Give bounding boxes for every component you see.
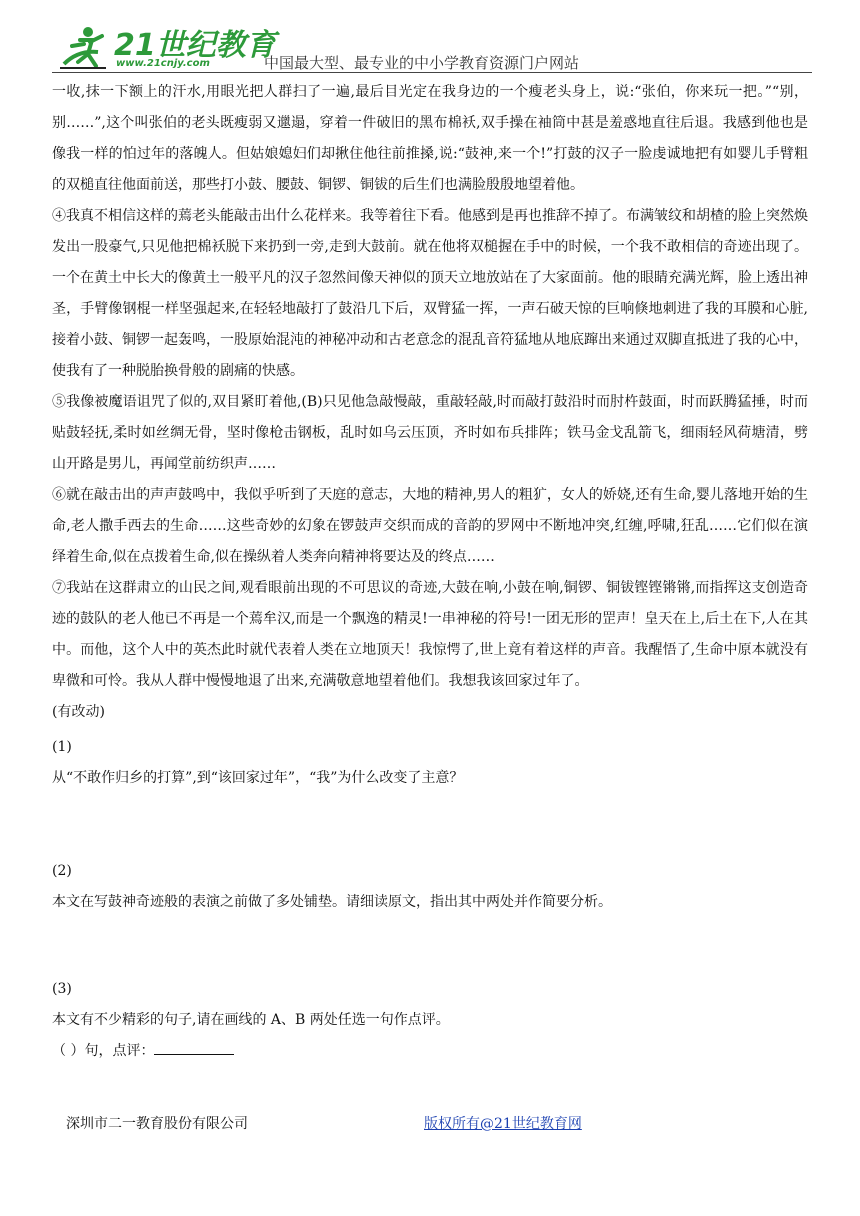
paragraph-5: ⑤我像被魔语诅咒了似的,双目紧盯着他,(B)只见他急敲慢敲，重敲轻敲,时而敲打鼓沿时而肘杵鼓面，时而跃腾猛捶，时而贴鼓轻抚,柔时如丝绸无骨，坚时像枪击钢板，乱时如乌云压顶，齐时如布兵排阵；铁马金戈乱箭飞，细雨轻风荷塘清，劈山开路是男儿，再闻堂前纺织声…… <box>52 394 808 472</box>
article-body <box>52 77 808 1067</box>
paragraph-6: ⑥就在敲击出的声声鼓鸣中，我似乎听到了天庭的意志，大地的精神,男人的粗犷，女人的娇娆,还有生命,婴儿落地开始的生命,老人撒手西去的生命……这些奇妙的幻象在锣鼓声交织而成的音韵的罗网中不断地冲突,红缠,呼啸,狂乱……它们似在演绎着生命,似在点拨着生命,似在操纵着人类奔向精神将要达及的终点…… <box>52 487 808 565</box>
header-divider <box>52 72 812 73</box>
site-logo[interactable] <box>52 18 276 74</box>
answer-space-2[interactable] <box>52 918 808 974</box>
answer-prompt-line <box>52 1036 808 1067</box>
site-tagline: 中国最大型、最专业的中小学教育资源门户网站 <box>264 54 580 72</box>
question-1-number: (1) <box>52 739 72 755</box>
answer-prompt: （ ）句，点评： <box>52 1043 155 1059</box>
footer-copyright-link[interactable]: 版权所有@21世纪教育网 <box>424 1116 582 1132</box>
running-figure-logo-icon <box>58 24 112 72</box>
answer-space-1[interactable] <box>52 794 808 856</box>
logo-number: 21 <box>114 28 156 63</box>
answer-blank[interactable] <box>154 1040 234 1055</box>
question-2-number: (2) <box>52 863 72 879</box>
logo-chinese: 世纪教育 <box>155 28 276 63</box>
paragraph-4: ④我真不相信这样的蔫老头能敲击出什么花样来。我等着往下看。他感到是再也推辞不掉了。布满皱纹和胡楂的脸上突然焕发出一股豪气,只见他把棉袄脱下来扔到一旁,走到大鼓前。就在他将双槌握在手中的时候，一个我不敢相信的奇迹出现了。一个在黄土中长大的像黄土一般平凡的汉子忽然间像天神似的顶天立地放站在了大家面前。他的眼睛充满光辉，脸上透出神圣，手臂像钢棍一样坚强起来,在轻轻地敲打了鼓沿几下后，双臂猛一挥，一声石破天惊的巨响倏地刺进了我的耳膜和心脏,接着小鼓、铜锣一起轰鸣，一股原始混沌的神秘冲动和古老意念的混乱音符猛地从地底蹿出来通过双脚直抵进了我的心中，使我有了一种脱胎换骨般的剧痛的快感。 <box>52 208 808 379</box>
paragraph-3-cont: 一收,抹一下额上的汗水,用眼光把人群扫了一遍,最后目光定在我身边的一个瘦老头身上，说:“张伯，你来玩一把。”“别，别……”,这个叫张伯的老头既瘦弱又邋遢，穿着一件破旧的黑布棉袄,双手操在袖筒中甚是羞惑地直往后退。我感到他也是像我一样的怕过年的落魄人。但姑娘媳妇们却揪住他往前推搡,说:“鼓神,来一个!”打鼓的汉子一脸虔诚地把有如婴儿手臂粗的双槌直往他面前送，那些打小鼓、腰鼓、铜锣、铜钹的后生们也满脸殷殷地望着他。 <box>52 84 808 193</box>
logo-url: www.21cnjy.com <box>116 58 210 69</box>
page-header <box>52 18 812 74</box>
paragraph-7: ⑦我站在这群肃立的山民之间,观看眼前出现的不可思议的奇迹,大鼓在响,小鼓在响,铜锣、铜钹铿铿锵锵,而指挥这支创造奇迹的鼓队的老人他已不再是一个蔫牟汉,而是一个飘逸的精灵!一串神秘的符号!一团无形的罡声！皇天在上,后土在下,人在其中。而他，这个人中的英杰此时就代表着人类在立地顶天！我惊愕了,世上竟有着这样的声音。我醒悟了,生命中原本就没有卑微和可怜。我从人群中慢慢地退了出来,充满敬意地望着他们。我想我该回家过年了。 <box>52 580 808 689</box>
question-2-text: 本文在写鼓神奇迹般的表演之前做了多处铺垫。请细读原文，指出其中两处并作简要分析。 <box>52 894 612 910</box>
page-footer <box>66 1113 806 1137</box>
question-3-number: (3) <box>52 981 72 997</box>
adaptation-note: (有改动) <box>52 704 105 720</box>
question-3-text: 本文有不少精彩的句子,请在画线的 A、B 两处任选一句作点评。 <box>52 1012 450 1028</box>
question-1-text: 从“不敢作归乡的打算”,到“该回家过年”，“我”为什么改变了主意？ <box>52 770 464 786</box>
footer-company: 深圳市二一教育股份有限公司 <box>66 1116 248 1132</box>
